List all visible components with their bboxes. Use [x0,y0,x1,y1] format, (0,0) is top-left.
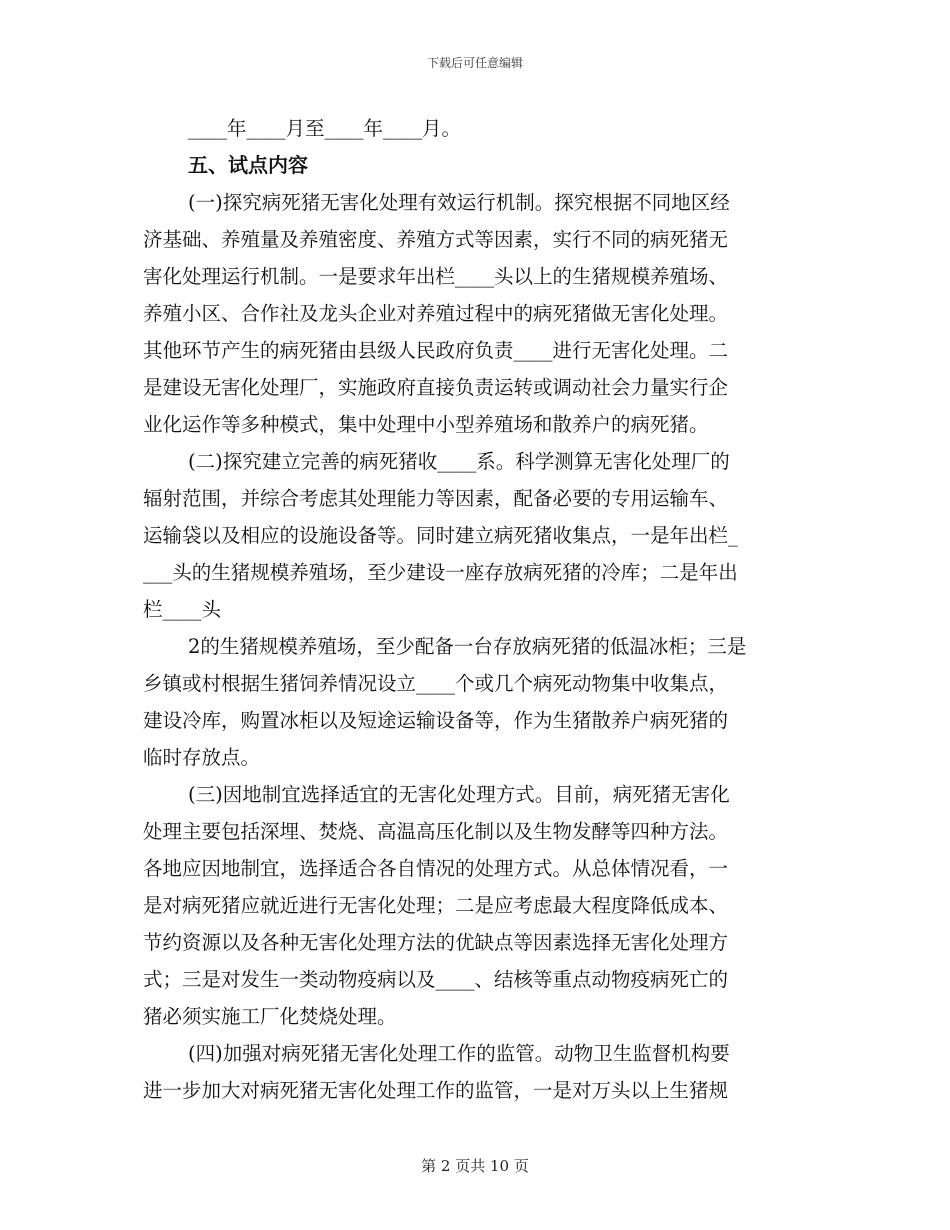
paragraph-line: 害化处理运行机制。一是要求年出栏____头以上的生猪规模养殖场、 [143,265,729,288]
paragraph-line: 各地应因地制宜，选择适合各自情况的处理方式。从总体情况看，一 [143,857,729,880]
page-footer: 第 2 页共 10 页 [421,1157,529,1175]
paragraph-line: (一)探究病死猪无害化处理有效运行机制。探究根据不同地区经 [188,191,730,214]
paragraph-line: 处理主要包括深埋、焚烧、高温高压化制以及生物发酵等四种方法。 [143,820,729,843]
paragraph-line: ____年____月至____年____月。 [188,117,462,140]
paragraph-line: 栏____头 [143,598,222,621]
paragraph-line: 临时存放点。 [143,746,261,769]
paragraph-line: 其他环节产生的病死猪由县级人民政府负责____进行无害化处理。二 [143,339,729,362]
paragraph-line: 济基础、养殖量及养殖密度、养殖方式等因素，实行不同的病死猪无 [143,228,729,251]
paragraph-line: ___头的生猪规模养殖场，至少建设一座存放病死猪的冷库；二是年出 [143,561,738,584]
paragraph-line: (二)探究建立完善的病死猪收____系。科学测算无害化处理厂的 [188,450,730,473]
paragraph-line: 是建设无害化处理厂，实施政府直接负责运转或调动社会力量实行企 [143,376,729,399]
document-body [143,110,811,1109]
paragraph-line: (三)因地制宜选择适宜的无害化处理方式。目前，病死猪无害化 [188,783,730,806]
paragraph-line: 养殖小区、合作社及龙头企业对养殖过程中的病死猪做无害化处理。 [143,302,729,325]
paragraph-line: (四)加强对病死猪无害化处理工作的监管。动物卫生监督机构要 [188,1042,730,1065]
paragraph-line: 乡镇或村根据生猪饲养情况设立____个或几个病死动物集中收集点， [143,672,729,695]
paragraph-line: 进一步加大对病死猪无害化处理工作的监管，一是对万头以上生猪规 [143,1079,729,1102]
section-heading: 五、试点内容 [188,153,308,177]
paragraph-line: 猪必须实施工厂化焚烧处理。 [143,1005,397,1028]
paragraph-line: 节约资源以及各种无害化处理方法的优缺点等因素选择无害化处理方 [143,931,729,954]
page-header: 下载后可任意编辑 [426,56,523,70]
paragraph-line: 建设冷库，购置冰柜以及短途运输设备等，作为生猪散养户病死猪的 [143,709,729,732]
paragraph-line: 式；三是对发生一类动物疫病以及____、结核等重点动物疫病死亡的 [143,968,729,991]
paragraph-line: 是对病死猪应就近进行无害化处理；二是应考虑最大程度降低成本、 [143,894,729,917]
paragraph-line: 辐射范围，并综合考虑其处理能力等因素，配备必要的专用运输车、 [143,487,729,510]
paragraph-line: 运输袋以及相应的设施设备等。同时建立病死猪收集点，一是年出栏_ [143,524,738,547]
paragraph-line: 业化运作等多种模式，集中处理中小型养殖场和散养户的病死猪。 [143,413,709,436]
paragraph-line: 2的生猪规模养殖场，至少配备一台存放病死猪的低温冰柜；三是 [188,635,747,658]
